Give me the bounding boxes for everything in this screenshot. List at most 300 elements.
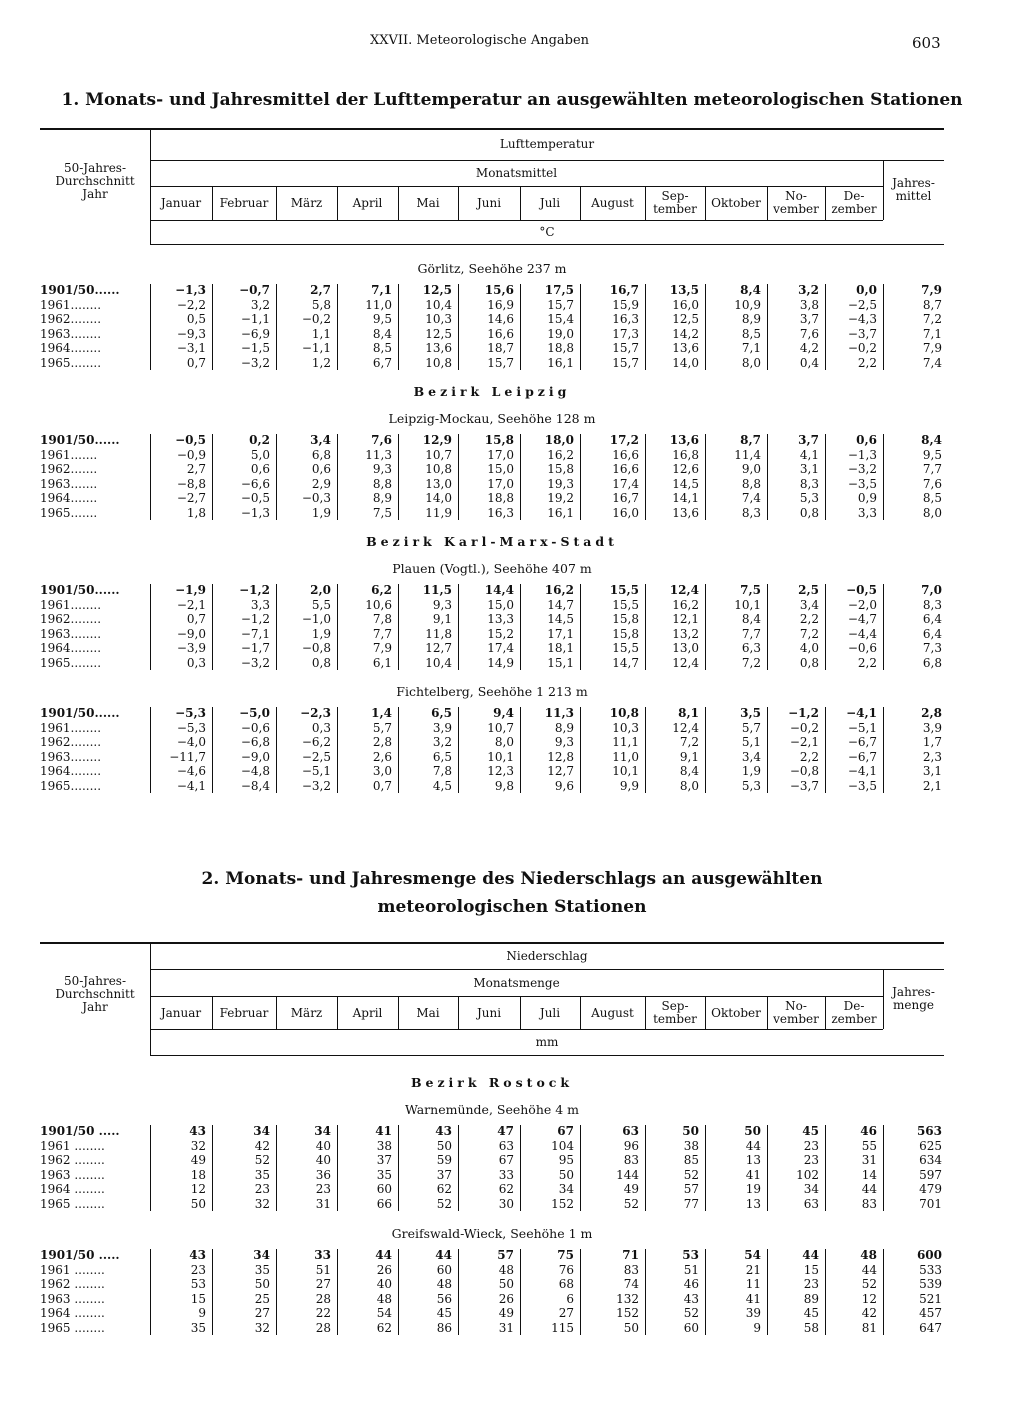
data-cell: 8,0 <box>741 355 761 370</box>
annual-heading: Jahres- menge <box>892 985 935 1012</box>
data-cell: 7,5 <box>740 583 761 597</box>
row-label: 1963 ........ <box>40 1167 105 1182</box>
data-cell: 32 <box>190 1138 206 1153</box>
data-cell: 56 <box>436 1291 452 1306</box>
data-cell: 63 <box>803 1196 819 1211</box>
data-cell: 11,3 <box>365 447 392 462</box>
data-cell: 9,3 <box>432 597 452 612</box>
data-cell: 42 <box>254 1138 270 1153</box>
table-row <box>40 298 944 312</box>
row-label: 1962 ........ <box>40 1277 105 1291</box>
row-label: 1962....... <box>40 462 98 476</box>
data-cell: 8,8 <box>372 476 392 491</box>
data-cell: −4,1 <box>846 706 877 720</box>
table-row <box>40 656 944 670</box>
data-column-rule <box>398 584 399 670</box>
data-cell: 15,8 <box>484 433 514 447</box>
data-cell: 16,9 <box>487 297 514 312</box>
data-cell: 36 <box>315 1167 331 1182</box>
data-cell: 95 <box>558 1153 574 1167</box>
section-heading: Bezirk Karl-Marx-Stadt <box>366 534 618 549</box>
row-label: 1964........ <box>40 764 102 778</box>
section-heading: Bezirk Rostock <box>410 1075 574 1090</box>
annual-heading: Jahres- mittel <box>892 176 935 203</box>
data-cell: 17,0 <box>487 476 514 491</box>
data-cell: 45 <box>802 1124 819 1138</box>
data-cell: 10,8 <box>425 355 452 370</box>
data-cell: 16,6 <box>487 326 514 341</box>
table-row <box>40 312 944 326</box>
data-cell: 67 <box>498 1153 514 1167</box>
data-cell: 11,0 <box>612 749 639 764</box>
data-cell: 12,7 <box>547 764 574 778</box>
data-cell: 86 <box>436 1320 452 1335</box>
data-cell: 3,9 <box>922 720 942 735</box>
month-heading: Juni <box>476 1005 502 1020</box>
data-cell: 7,2 <box>741 655 761 670</box>
data-cell: −4,1 <box>176 778 206 793</box>
data-cell: 71 <box>622 1248 639 1262</box>
row-label: 1964........ <box>40 341 102 355</box>
data-column-rule <box>458 434 459 520</box>
data-cell: 76 <box>558 1262 574 1277</box>
data-cell: 43 <box>683 1291 699 1306</box>
data-cell: 40 <box>376 1277 392 1291</box>
unit-rule <box>150 1055 944 1056</box>
data-cell: −4,0 <box>176 735 206 749</box>
data-cell: 23 <box>254 1182 270 1196</box>
month-heading: De- zember <box>831 998 877 1026</box>
row-label: 1963........ <box>40 326 102 341</box>
data-cell: 7,7 <box>741 626 761 641</box>
data-cell: 10,9 <box>734 297 761 312</box>
data-cell: 7,1 <box>741 341 761 355</box>
data-cell: 144 <box>616 1167 639 1182</box>
row-label: 1961........ <box>40 597 102 612</box>
data-column-rule <box>767 434 768 520</box>
data-cell: 3,2 <box>432 735 452 749</box>
data-column-rule <box>337 284 338 370</box>
data-cell: 28 <box>315 1291 331 1306</box>
table-row <box>40 327 944 341</box>
data-cell: 11,9 <box>425 505 452 520</box>
data-cell: 34 <box>253 1248 270 1262</box>
data-cell: 6 <box>566 1291 574 1306</box>
data-cell: 49 <box>498 1306 514 1320</box>
data-cell: 7,8 <box>372 612 392 626</box>
data-cell: 81 <box>861 1320 877 1335</box>
row-label: 1962........ <box>40 312 102 326</box>
data-column-rule <box>580 434 581 520</box>
data-cell: 0,4 <box>799 355 819 370</box>
data-cell: 0,6 <box>311 462 331 476</box>
data-cell: 54 <box>744 1248 761 1262</box>
data-cell: −7,1 <box>240 626 270 641</box>
data-column-rule <box>767 1125 768 1211</box>
row-label: 1965 ........ <box>40 1320 105 1335</box>
data-column-rule <box>520 1249 521 1335</box>
data-cell: 44 <box>861 1262 877 1277</box>
data-column-rule <box>398 1249 399 1335</box>
data-cell: 48 <box>498 1262 514 1277</box>
data-cell: 10,7 <box>487 720 514 735</box>
table-row <box>40 1197 944 1211</box>
subgroup-rule <box>150 186 883 187</box>
data-cell: 12,7 <box>425 641 452 655</box>
table-row <box>40 627 944 641</box>
data-cell: 35 <box>376 1167 392 1182</box>
data-cell: 115 <box>551 1320 574 1335</box>
data-cell: 8,0 <box>494 735 514 749</box>
data-cell: 4,2 <box>799 341 819 355</box>
data-cell: 67 <box>557 1124 574 1138</box>
data-cell: 16,3 <box>612 312 639 326</box>
data-column-rule <box>276 1125 277 1211</box>
data-cell: 8,3 <box>922 597 942 612</box>
row-label: 1901/50...... <box>40 433 120 447</box>
row-label: 1964 ........ <box>40 1306 105 1320</box>
data-cell: 60 <box>376 1182 392 1196</box>
month-heading: Oktober <box>711 196 761 210</box>
row-label: 1964........ <box>40 641 102 655</box>
month-heading: August <box>591 196 634 210</box>
data-cell: −6,7 <box>847 749 877 764</box>
data-cell: 46 <box>683 1277 699 1291</box>
month-heading: De- zember <box>831 189 877 216</box>
data-cell: 5,1 <box>741 735 761 749</box>
data-cell: 2,3 <box>922 749 942 764</box>
table-row <box>40 1292 944 1306</box>
month-heading: August <box>591 1005 634 1020</box>
month-heading: No- vember <box>773 189 819 216</box>
data-column-rule <box>645 584 646 670</box>
data-cell: −1,2 <box>239 583 270 597</box>
data-cell: 51 <box>315 1262 331 1277</box>
data-cell: 16,2 <box>547 447 574 462</box>
data-cell: 83 <box>623 1262 639 1277</box>
data-cell: −2,5 <box>847 297 877 312</box>
row-label: 1963........ <box>40 626 102 641</box>
data-cell: −1,9 <box>175 583 206 597</box>
data-cell: 9,4 <box>493 706 514 720</box>
data-column-rule <box>645 284 646 370</box>
table-row <box>40 735 944 749</box>
data-cell: 23 <box>190 1262 206 1277</box>
table-row <box>40 491 944 505</box>
data-cell: 12,5 <box>422 283 452 297</box>
data-column-rule <box>883 584 884 670</box>
data-cell: 102 <box>796 1167 819 1182</box>
data-cell: 44 <box>861 1182 877 1196</box>
data-cell: 14,7 <box>612 655 639 670</box>
table-row <box>40 598 944 612</box>
data-column-rule <box>150 707 151 793</box>
data-cell: 16,1 <box>547 355 574 370</box>
table-row <box>40 462 944 476</box>
data-cell: 52 <box>683 1306 699 1320</box>
data-column-rule <box>705 707 706 793</box>
data-column-rule <box>212 434 213 520</box>
data-column-rule <box>276 707 277 793</box>
data-cell: 38 <box>683 1138 699 1153</box>
data-cell: 57 <box>683 1182 699 1196</box>
data-column-rule <box>883 1125 884 1211</box>
data-cell: −3,5 <box>847 476 877 491</box>
data-cell: 10,3 <box>425 312 452 326</box>
data-cell: 19,0 <box>547 326 574 341</box>
data-cell: 4,1 <box>799 447 819 462</box>
data-cell: 43 <box>189 1124 206 1138</box>
data-cell: 37 <box>436 1167 452 1182</box>
data-cell: 13 <box>745 1196 761 1211</box>
data-cell: 4,0 <box>799 641 819 655</box>
data-cell: 27 <box>315 1277 331 1291</box>
data-cell: 22 <box>315 1306 331 1320</box>
data-cell: 41 <box>375 1124 392 1138</box>
data-column-rule <box>645 707 646 793</box>
data-cell: 1,2 <box>311 355 331 370</box>
data-cell: 7,9 <box>921 283 942 297</box>
data-column-rule <box>398 434 399 520</box>
data-cell: 12,3 <box>487 764 514 778</box>
data-cell: 597 <box>919 1167 942 1182</box>
data-cell: 52 <box>683 1167 699 1182</box>
data-column-rule <box>883 284 884 370</box>
data-cell: 17,5 <box>544 283 574 297</box>
data-cell: −0,6 <box>847 641 877 655</box>
data-cell: 55 <box>861 1138 877 1153</box>
data-cell: 50 <box>190 1196 206 1211</box>
data-cell: 152 <box>616 1306 639 1320</box>
data-cell: 50 <box>744 1124 761 1138</box>
station-heading: Warnemünde, Seehöhe 4 m <box>404 1102 580 1117</box>
month-heading: Februar <box>219 1005 269 1020</box>
month-heading: April <box>352 196 383 210</box>
data-cell: 104 <box>551 1138 574 1153</box>
data-column-rule <box>825 1125 826 1211</box>
data-cell: 85 <box>683 1153 699 1167</box>
data-cell: −6,8 <box>240 735 270 749</box>
row-label: 1965........ <box>40 355 102 370</box>
data-cell: 533 <box>919 1262 942 1277</box>
data-cell: 11,1 <box>612 735 639 749</box>
data-cell: 13,6 <box>672 341 699 355</box>
data-column-rule <box>276 284 277 370</box>
table-row <box>40 1182 944 1196</box>
data-cell: 40 <box>315 1153 331 1167</box>
data-column-rule <box>580 284 581 370</box>
data-cell: 2,2 <box>857 355 877 370</box>
data-column-rule <box>337 434 338 520</box>
subgroup-heading: Monatsmittel <box>475 166 558 180</box>
data-cell: 19 <box>745 1182 761 1196</box>
data-cell: 34 <box>314 1124 331 1138</box>
data-cell: −4,4 <box>847 626 877 641</box>
data-cell: 15,7 <box>487 355 514 370</box>
data-cell: 14,6 <box>487 312 514 326</box>
data-cell: 23 <box>803 1153 819 1167</box>
row-label: 1965........ <box>40 655 102 670</box>
data-column-rule <box>883 434 884 520</box>
table-row <box>40 764 944 778</box>
data-cell: 49 <box>623 1182 639 1196</box>
data-cell: 23 <box>803 1138 819 1153</box>
data-cell: 7,1 <box>371 283 392 297</box>
data-cell: −1,7 <box>240 641 270 655</box>
data-cell: 10,4 <box>425 655 452 670</box>
data-cell: −3,2 <box>301 778 331 793</box>
data-cell: −1,0 <box>301 612 331 626</box>
data-cell: 3,7 <box>799 312 819 326</box>
data-cell: 8,5 <box>922 491 942 505</box>
row-label: 1964 ........ <box>40 1182 105 1196</box>
table1 <box>40 128 944 828</box>
data-column-rule <box>580 1249 581 1335</box>
table-row <box>40 1321 944 1335</box>
data-cell: 12,1 <box>672 612 699 626</box>
data-cell: 6,5 <box>431 706 452 720</box>
data-cell: 7,3 <box>922 641 942 655</box>
data-column-rule <box>825 584 826 670</box>
data-cell: 9,8 <box>494 778 514 793</box>
data-cell: 14,0 <box>672 355 699 370</box>
data-cell: 27 <box>254 1306 270 1320</box>
data-cell: 58 <box>803 1320 819 1335</box>
data-cell: 7,0 <box>921 583 942 597</box>
data-cell: 625 <box>919 1138 942 1153</box>
data-column-rule <box>337 584 338 670</box>
table-row <box>40 1248 944 1262</box>
data-column-rule <box>520 707 521 793</box>
data-column-rule <box>767 1249 768 1335</box>
data-column-rule <box>212 707 213 793</box>
data-cell: −2,1 <box>176 597 206 612</box>
data-cell: 8,9 <box>741 312 761 326</box>
data-column-rule <box>520 434 521 520</box>
data-column-rule <box>398 284 399 370</box>
data-cell: 132 <box>616 1291 639 1306</box>
table-row <box>40 477 944 491</box>
data-column-rule <box>337 1125 338 1211</box>
data-cell: −4,3 <box>847 312 877 326</box>
data-cell: 33 <box>314 1248 331 1262</box>
data-column-rule <box>458 707 459 793</box>
table-row <box>40 341 944 355</box>
data-cell: 2,8 <box>921 706 942 720</box>
data-cell: 52 <box>436 1196 452 1211</box>
data-cell: 26 <box>498 1291 514 1306</box>
data-cell: −4,6 <box>176 764 206 778</box>
table-row <box>40 1306 944 1320</box>
data-cell: 15,0 <box>487 597 514 612</box>
stub-heading: 50-Jahres- Durchschnitt Jahr <box>55 973 135 1014</box>
data-cell: 6,1 <box>372 655 392 670</box>
data-cell: 5,3 <box>799 491 819 505</box>
data-cell: 15,8 <box>612 612 639 626</box>
data-column-rule <box>520 584 521 670</box>
data-cell: 50 <box>498 1277 514 1291</box>
table1-title: 1. Monats- und Jahresmittel der Lufttemperatur an ausgewählten meteorologischen Stationen <box>61 90 963 110</box>
data-cell: 12,5 <box>672 312 699 326</box>
month-heading: Januar <box>160 196 202 210</box>
group-heading: Niederschlag <box>506 948 588 963</box>
stub-heading: 50-Jahres- Durchschnitt Jahr <box>55 161 135 201</box>
data-cell: 1,7 <box>922 735 942 749</box>
data-cell: −1,1 <box>301 341 331 355</box>
data-cell: −0,8 <box>301 641 331 655</box>
data-cell: 12 <box>190 1182 206 1196</box>
data-cell: 21 <box>745 1262 761 1277</box>
data-cell: 2,6 <box>372 749 392 764</box>
data-cell: 44 <box>802 1248 819 1262</box>
data-cell: 8,9 <box>372 491 392 505</box>
unit-heading: mm <box>535 1035 559 1049</box>
data-cell: 19,2 <box>547 491 574 505</box>
data-cell: 8,3 <box>799 476 819 491</box>
data-cell: 7,6 <box>922 476 942 491</box>
data-column-rule <box>276 584 277 670</box>
data-cell: 52 <box>254 1153 270 1167</box>
data-cell: 7,5 <box>372 505 392 520</box>
data-column-rule <box>580 584 581 670</box>
data-column-rule <box>767 584 768 670</box>
data-cell: 457 <box>919 1306 942 1320</box>
data-cell: 647 <box>919 1320 942 1335</box>
month-heading: Februar <box>219 196 269 210</box>
data-cell: 16,0 <box>672 297 699 312</box>
data-column-rule <box>212 584 213 670</box>
table-row <box>40 1277 944 1291</box>
month-heading: Sep- tember <box>653 189 697 216</box>
data-cell: 27 <box>558 1306 574 1320</box>
data-cell: 13,6 <box>425 341 452 355</box>
row-label: 1961........ <box>40 720 102 735</box>
data-cell: −6,6 <box>240 476 270 491</box>
month-heading: Mai <box>416 1005 440 1020</box>
data-cell: 12,4 <box>672 655 699 670</box>
data-cell: −4,7 <box>847 612 877 626</box>
data-column-rule <box>580 707 581 793</box>
station-heading: Leipzig-Mockau, Seehöhe 128 m <box>388 411 596 426</box>
data-cell: 40 <box>315 1138 331 1153</box>
data-column-rule <box>825 284 826 370</box>
data-cell: 14 <box>861 1167 877 1182</box>
data-cell: 2,7 <box>310 283 331 297</box>
table-row <box>40 1124 944 1138</box>
data-cell: 600 <box>916 1248 942 1262</box>
data-cell: 0,7 <box>186 355 206 370</box>
table-top-rule <box>40 942 944 944</box>
data-cell: 9,1 <box>432 612 452 626</box>
data-cell: 13,3 <box>487 612 514 626</box>
data-cell: 0,8 <box>799 655 819 670</box>
data-cell: 74 <box>623 1277 639 1291</box>
data-cell: 77 <box>683 1196 699 1211</box>
row-label: 1961 ........ <box>40 1138 105 1153</box>
row-label: 1901/50 ..... <box>40 1124 120 1138</box>
data-cell: 0,6 <box>856 433 877 447</box>
data-cell: −8,4 <box>240 778 270 793</box>
data-cell: 9,3 <box>554 735 574 749</box>
data-cell: 53 <box>190 1277 206 1291</box>
data-cell: −3,2 <box>847 462 877 476</box>
data-cell: −9,0 <box>240 749 270 764</box>
data-cell: 2,7 <box>186 462 206 476</box>
data-cell: 16,2 <box>544 583 574 597</box>
data-cell: 5,3 <box>741 778 761 793</box>
data-cell: 8,4 <box>372 326 392 341</box>
data-cell: 8,4 <box>679 764 699 778</box>
